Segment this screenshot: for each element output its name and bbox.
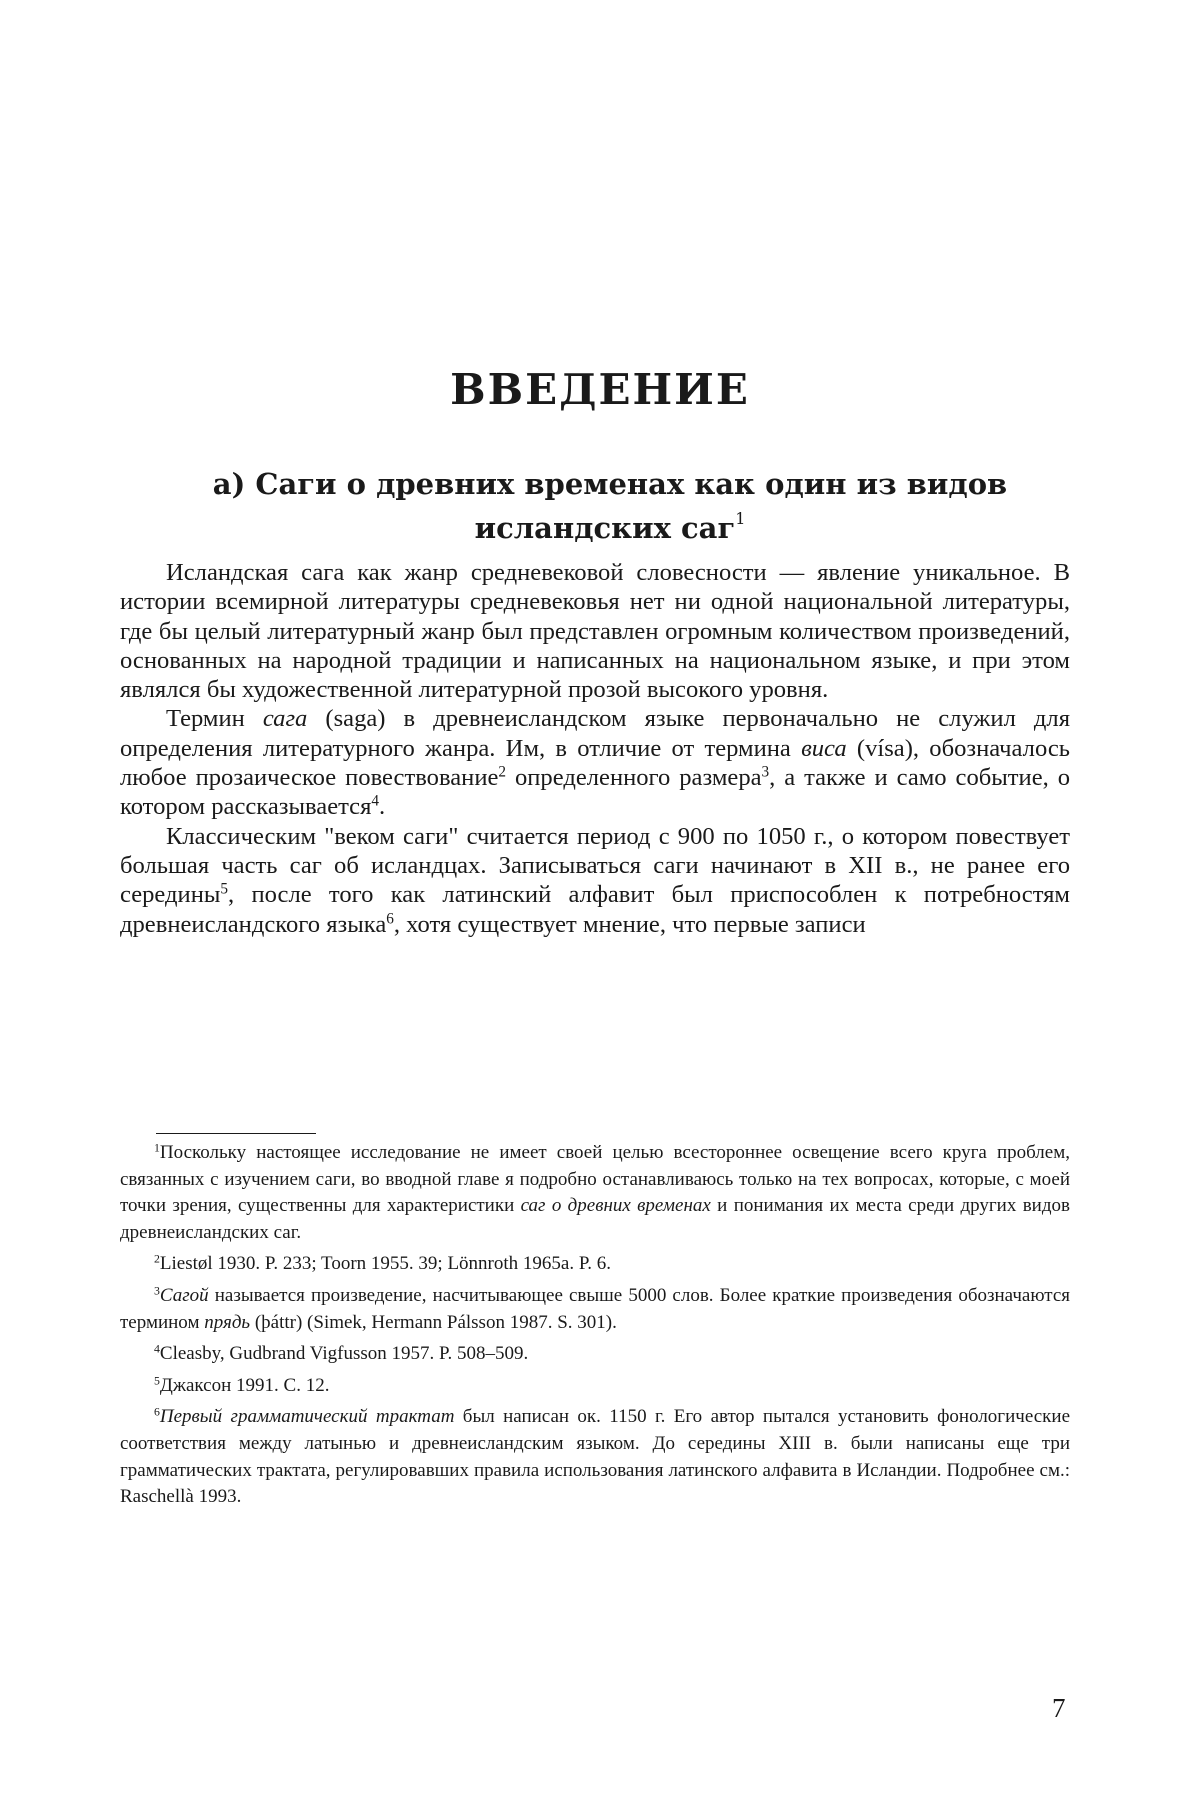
footnote-mark: 1 xyxy=(154,1142,160,1155)
footnote-2 xyxy=(120,1251,1070,1278)
paragraph-text: Термин xyxy=(166,705,263,732)
footnote-text: был написан ок. 1150 г. Его автор пытался установить фонологические соответствия между латынью и древнеисландским языком. До середины XIII в. были написаны еще три грамматических трактата, регулировавших правила использования латинского алфавита в Исландии. Подробнее см.: Raschellà 1993. xyxy=(120,1406,1070,1507)
section-title-text: Саги о древних временах как один из видов исландских саг xyxy=(255,467,1007,545)
section-footnote-mark[interactable]: 1 xyxy=(735,509,745,528)
paragraph-2 xyxy=(120,704,1070,821)
footnote-italic: Первый грамматический трактат xyxy=(160,1406,455,1427)
footnote-1 xyxy=(120,1140,1070,1246)
footnote-text: (þáttr) (Simek, Hermann Pálsson 1987. S. 301). xyxy=(250,1312,617,1333)
footnote-mark: 5 xyxy=(154,1374,160,1387)
book-page xyxy=(0,0,1200,1800)
paragraph-text: . xyxy=(379,793,385,820)
body-text xyxy=(120,558,1070,939)
footnote-ref-6[interactable]: 6 xyxy=(386,910,394,927)
page-number: 7 xyxy=(1052,1693,1066,1724)
footnote-text: и понимания их места среди других видов древнеисландских саг. xyxy=(120,1195,1070,1243)
footnote-mark: 2 xyxy=(154,1253,160,1266)
footnote-ref-2[interactable]: 2 xyxy=(498,764,506,781)
chapter-title: ВВЕДЕНИЕ xyxy=(0,365,1200,414)
paragraph-text: , после того как латинский алфавит был приспособлен к потребностям древнеисландского языка xyxy=(120,881,1070,937)
footnote-6 xyxy=(120,1404,1070,1510)
paragraph-text: Классическим "веком саги" считается период с 900 по 1050 г., о котором повествует большая часть саг об исландцах. Записываться саги начинают в XII в., не ранее его середины xyxy=(120,823,1070,909)
paragraph-text: Исландская сага как жанр средневековой словесности — явление уникальное. В истории всемирной литературы средневековья нет ни одной национальной литературы, где бы целый литературный жанр был представлен огромным количеством произведений, основанных на народной традиции и написанных на национальном языке, и при этом являлся бы художественной литературной прозой высокого уровня. xyxy=(120,559,1070,703)
footnote-italic: прядь xyxy=(204,1312,250,1333)
footnote-mark: 6 xyxy=(154,1406,160,1419)
footnote-3 xyxy=(120,1283,1070,1336)
term-saga: сага xyxy=(263,705,307,732)
paragraph-text: (saga) в древнеисландском языке первоначально не служил для определения литературного жанра. Им, в отличие от термина xyxy=(120,705,1070,761)
paragraph-text: определенного размера xyxy=(506,764,762,791)
footnote-italic: Сагой xyxy=(160,1285,209,1306)
paragraph-text: , хотя существует мнение, что первые записи xyxy=(394,911,866,938)
footnote-italic: саг о древних временах xyxy=(521,1195,711,1216)
paragraph-text: , а также и само событие, о котором рассказывается xyxy=(120,764,1070,820)
footnote-text: Поскольку настоящее исследование не имеет своей целью всестороннее освещение всего круга проблем, связанных с изучением саги, во вводной главе я подробно останавливаюсь только на тех вопросах, которые, с моей точки зрения, существенны для характеристики xyxy=(120,1142,1070,1216)
footnote-4 xyxy=(120,1341,1070,1368)
footnote-divider xyxy=(156,1133,316,1134)
footnote-ref-4[interactable]: 4 xyxy=(371,793,379,810)
paragraph-text: (vísa), обозначалось любое прозаическое повествование xyxy=(120,735,1070,791)
footnote-text: Джаксон 1991. С. 12. xyxy=(160,1375,330,1396)
footnote-mark: 4 xyxy=(154,1343,160,1356)
term-visa: виса xyxy=(801,735,847,762)
section-prefix: а) xyxy=(213,467,256,501)
footnote-ref-3[interactable]: 3 xyxy=(762,764,770,781)
paragraph-3 xyxy=(120,822,1070,939)
footnote-text: Liestøl 1930. P. 233; Toorn 1955. 39; Lönnroth 1965a. P. 6. xyxy=(160,1253,611,1274)
footnotes xyxy=(120,1140,1070,1511)
footnote-ref-5[interactable]: 5 xyxy=(220,881,228,898)
footnote-text: называется произведение, насчитывающее свыше 5000 слов. Более краткие произведения обозначаются термином xyxy=(120,1285,1070,1333)
footnote-text: Cleasby, Gudbrand Vigfusson 1957. P. 508–509. xyxy=(160,1343,528,1364)
section-title xyxy=(150,462,1070,550)
footnote-mark: 3 xyxy=(154,1285,160,1298)
footnote-5 xyxy=(120,1373,1070,1400)
paragraph-1 xyxy=(120,558,1070,704)
